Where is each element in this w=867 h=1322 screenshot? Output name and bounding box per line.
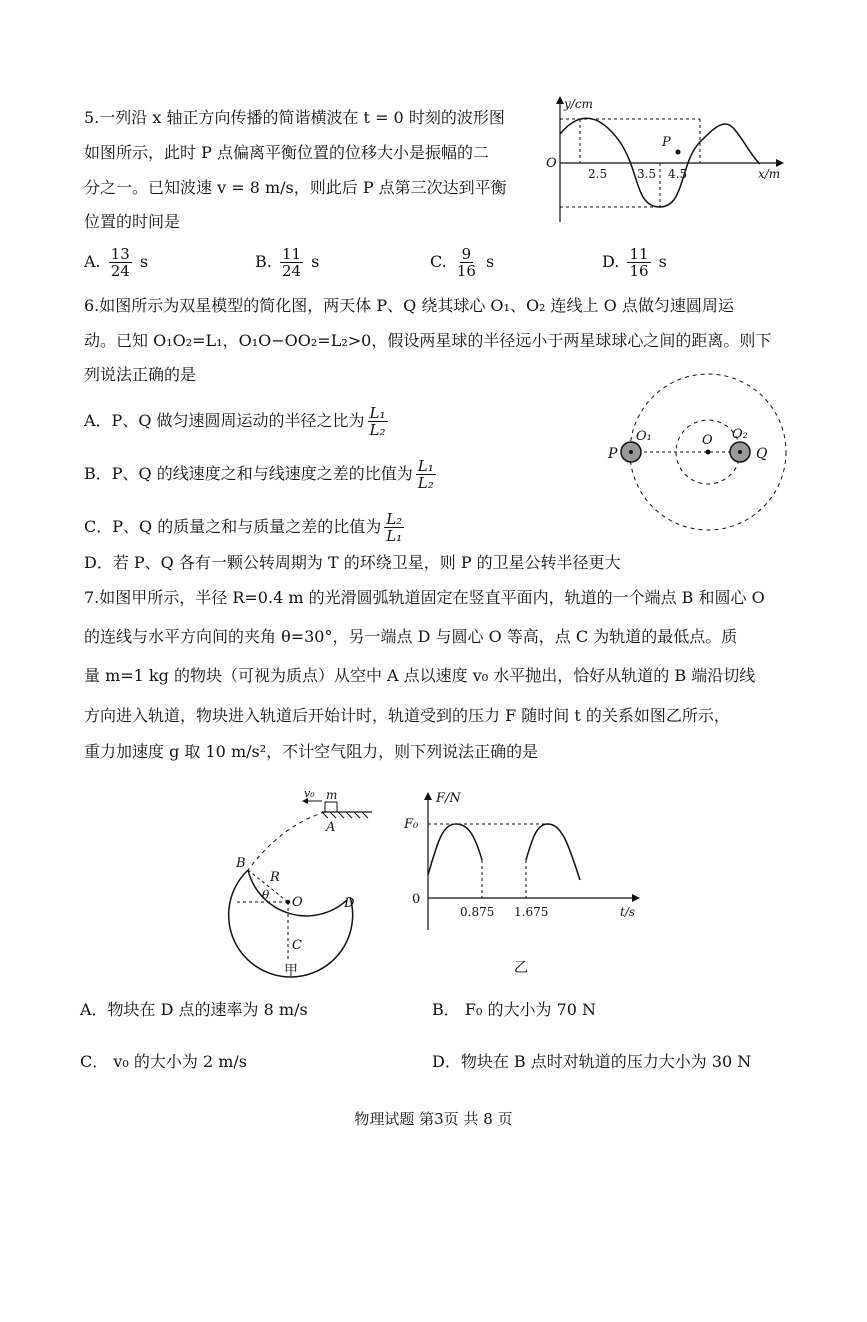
q7-option-b: B． F₀ 的大小为 70 N: [432, 1000, 596, 1019]
x-axis-arrow: [776, 159, 784, 167]
label-o2: O₂: [732, 427, 748, 442]
option-text: B．P、Q 的线速度之和与线速度之差的比值为: [84, 464, 413, 483]
center-o2: [738, 450, 742, 454]
q5-option-b: [255, 246, 319, 279]
label-d: D: [344, 896, 355, 911]
label-c: C: [292, 938, 302, 953]
y-axis-label: F/N: [436, 791, 461, 806]
tick-4-5: 4.5: [668, 167, 688, 181]
ledge-hatch: [322, 812, 368, 818]
label-v0: v₀: [304, 787, 315, 800]
option-label: D.: [602, 252, 620, 271]
q5-line2: 如图所示，此时 P 点偏离平衡位置的位移大小是振幅的二: [84, 143, 489, 162]
q7-line2: 的连线与水平方向间的夹角 θ=30°，另一端点 D 与圆心 O 等高，点 C 为轨道的最低点。质: [84, 627, 738, 646]
f0-label: F₀: [404, 817, 419, 832]
option-fraction: $\frac{11}{24}$: [281, 245, 302, 280]
arc-track: [229, 870, 353, 977]
q6-line2: 动。已知 O₁O₂=L₁，O₁O−OO₂=L₂>0，假设两星球的半径远小于两星球球心之间的距离。则下: [84, 331, 772, 350]
option-label: C.: [430, 252, 447, 271]
label-a: A: [326, 820, 336, 835]
page-footer: 物理试题 第3页 共 8 页: [354, 1110, 513, 1128]
origin-label: O: [546, 156, 557, 171]
q5-wave-figure: [540, 92, 790, 232]
label-b: B: [236, 856, 246, 871]
q6-binary-star-figure: [598, 372, 798, 532]
y-axis-label: y/cm: [564, 97, 593, 111]
q7-track-figure: [222, 785, 382, 980]
option-label: A.: [84, 252, 101, 271]
q5-line3: 分之一。已知波速 v = 8 m/s，则此后 P 点第三次达到平衡: [84, 178, 507, 197]
tick-3-5: 3.5: [637, 167, 657, 181]
force-curve-2: [526, 824, 580, 880]
x-axis-label: t/s: [620, 905, 636, 919]
label-theta: θ: [262, 888, 270, 902]
option-text: C．P、Q 的质量之和与质量之差的比值为: [84, 517, 382, 536]
option-text: A．P、Q 做匀速圆周运动的半径之比为: [84, 411, 365, 430]
center-o: [286, 900, 290, 904]
label-o1: O₁: [636, 429, 652, 444]
zero-label: 0: [412, 892, 421, 907]
q6-line3: 列说法正确的是: [84, 365, 197, 384]
option-fraction: $\frac{13}{24}$: [110, 245, 130, 280]
label-m: m: [326, 788, 338, 802]
tick-t1: 0.875: [460, 905, 495, 919]
q5-option-d: [602, 246, 667, 279]
option-fraction: $\frac{\text{L₁}}{\text{L₂}}$: [369, 404, 386, 439]
option-unit: s: [486, 252, 495, 271]
option-fraction: $\frac{11}{16}$: [629, 245, 649, 280]
label-q: Q: [756, 446, 768, 462]
q7-option-c: C． v₀ 的大小为 2 m/s: [80, 1052, 247, 1071]
point-p-label: P: [662, 135, 671, 150]
trajectory: [248, 812, 325, 870]
option-fraction: $\frac{\text{L₂}}{\text{L₁}}$: [386, 510, 403, 545]
option-unit: s: [311, 252, 320, 271]
option-unit: s: [658, 252, 667, 271]
caption-yi: 乙: [514, 960, 528, 976]
q6-line1: 6.如图所示为双星模型的简化图，两天体 P、Q 绕其球心 O₁、O₂ 连线上 O 点做匀速圆周运: [84, 296, 734, 315]
option-label: B.: [255, 252, 272, 271]
q6-option-b: [84, 458, 439, 491]
q6-option-d: D．若 P、Q 各有一颗公转周期为 T 的环绕卫星，则 P 的卫星公转半径更大: [84, 553, 621, 572]
point-p: [676, 150, 681, 155]
label-o: O: [702, 433, 713, 448]
y-axis-arrow: [556, 96, 564, 104]
tick-2-5: 2.5: [588, 167, 608, 181]
label-p: P: [608, 446, 618, 462]
label-r: R: [270, 870, 280, 885]
tick-t2: 1.675: [514, 905, 549, 919]
x-axis-arrow: [632, 894, 640, 902]
q6-option-a: [84, 405, 391, 438]
q7-line3: 量 m=1 kg 的物块（可视为质点）从空中 A 点以速度 v₀ 水平抛出，恰好从轨道的 B 端沿切线: [84, 666, 756, 685]
center-o1: [629, 450, 633, 454]
block-m: [325, 802, 337, 812]
option-unit: s: [139, 252, 149, 271]
q5-option-c: [430, 246, 494, 279]
q6-option-c: [84, 511, 407, 544]
caption-jia: 甲: [284, 963, 298, 979]
q7-line4: 方向进入轨道，物块进入轨道后开始计时，轨道受到的压力 F 随时间 t 的关系如图乙所示，: [84, 706, 730, 725]
q7-option-a: A．物块在 D 点的速率为 8 m/s: [80, 1000, 308, 1019]
force-curve-1: [428, 824, 482, 875]
q7-line5: 重力加速度 g 取 10 m/s²，不计空气阻力，则下列说法正确的是: [84, 742, 539, 761]
x-axis-label: x/m: [758, 167, 781, 181]
q5-option-a: [84, 246, 148, 279]
q7-option-d: D．物块在 B 点时对轨道的压力大小为 30 N: [432, 1052, 752, 1071]
q5-line1: 5.一列沿 x 轴正方向传播的简谐横波在 t = 0 时刻的波形图: [84, 108, 505, 127]
q7-force-time-graph: [398, 780, 648, 980]
center-o: [706, 450, 711, 455]
option-fraction: $\frac{9}{16}$: [456, 245, 476, 280]
q7-line1: 7.如图甲所示，半径 R=0.4 m 的光滑圆弧轨道固定在竖直平面内，轨道的一个端点 B 和圆心 O: [84, 588, 765, 607]
q5-line4: 位置的时间是: [84, 212, 181, 231]
option-fraction: $\frac{\text{L₁}}{\text{L₂}}$: [417, 457, 434, 492]
label-o: O: [292, 895, 303, 910]
y-axis-arrow: [424, 792, 432, 800]
